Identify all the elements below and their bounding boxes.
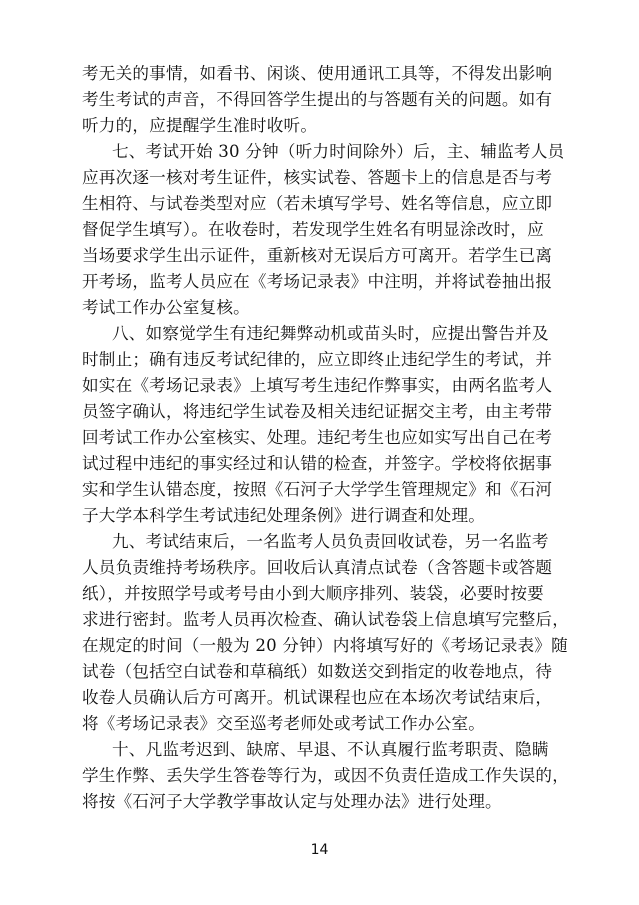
text-line: 当场要求学生出示证件，重新核对无误后方可离开。若学生已离 [82,246,553,265]
text-line: 督促学生填写）。在收卷时，若发现学生姓名有明显涂改时，应 [82,220,544,239]
text-line: 试卷（包括空白试卷和草稿纸）如数送交到指定的收卷地点，待 [82,662,553,681]
text-line: 考无关的事情，如看书、闲谈、使用通讯工具等，不得发出影响 [82,64,553,83]
text-line: 听力的，应提醒学生准时收听。 [82,116,318,135]
text-line: 员签字确认，将违纪学生试卷及相关违纪证据交主考，由主考带 [82,402,553,421]
text-line: 回考试工作办公室核实、处理。违纪考生也应如实写出自己在考 [82,428,553,447]
text-line: 在规定的时间（一般为 20 分钟）内将填写好的《考场记录表》随 [82,636,568,655]
text-line: 将《考场记录表》交至巡考老师处或考试工作办公室。 [82,714,486,733]
text-line: 时制止；确有违反考试纪律的，应立即终止违纪学生的考试，并 [82,350,553,369]
page-number: 14 [310,842,329,858]
text-line: 如实在《考场记录表》上填写考生违纪作弊事实，由两名监考人 [82,376,553,395]
text-line: 考生考试的声音，不得回答学生提出的与答题有关的问题。如有 [82,90,553,109]
text-line: 纸），并按照学号或考号由小到大顺序排列、装袋，必要时按要 [82,584,544,603]
paragraph-seven-start: 七、考试开始 30 分钟（听力时间除外）后，主、辅监考人员 [112,142,565,161]
text-line: 应再次逐一核对考生证件，核实试卷、答题卡上的信息是否与考 [82,168,553,187]
paragraph-nine-start: 九、考试结束后，一名监考人员负责回收试卷，另一名监考 [112,532,549,551]
text-line: 生相符、与试卷类型对应（若未填写学号、姓名等信息，应立即 [82,194,553,213]
text-line: 实和学生认错态度，按照《石河子大学学生管理规定》和《石河 [82,480,553,499]
text-line: 子大学本科学生考试违纪处理条例》进行调查和处理。 [82,506,486,525]
text-line: 求进行密封。监考人员再次检查、确认试卷袋上信息填写完整后， [82,610,570,629]
text-line: 将按《石河子大学教学事故认定与处理办法》进行处理。 [82,792,502,811]
text-line: 开考场，监考人员应在《考场记录表》中注明，并将试卷抽出报 [82,272,553,291]
paragraph-eight-start: 八、如察觉学生有违纪舞弊动机或苗头时，应提出警告并及 [112,324,549,343]
text-line: 试过程中违纪的事实经过和认错的检查，并签字。学校将依据事 [82,454,553,473]
text-line: 考试工作办公室复核。 [82,298,250,317]
text-line: 收卷人员确认后方可离开。机试课程也应在本场次考试结束后， [82,688,553,707]
text-line: 学生作弊、丢失学生答卷等行为，或因不负责任造成工作失误的， [82,766,570,785]
paragraph-ten-start: 十、凡监考迟到、缺席、早退、不认真履行监考职责、隐瞒 [112,740,549,759]
text-line: 人员负责维持考场秩序。回收后认真清点试卷（含答题卡或答题 [82,558,553,577]
